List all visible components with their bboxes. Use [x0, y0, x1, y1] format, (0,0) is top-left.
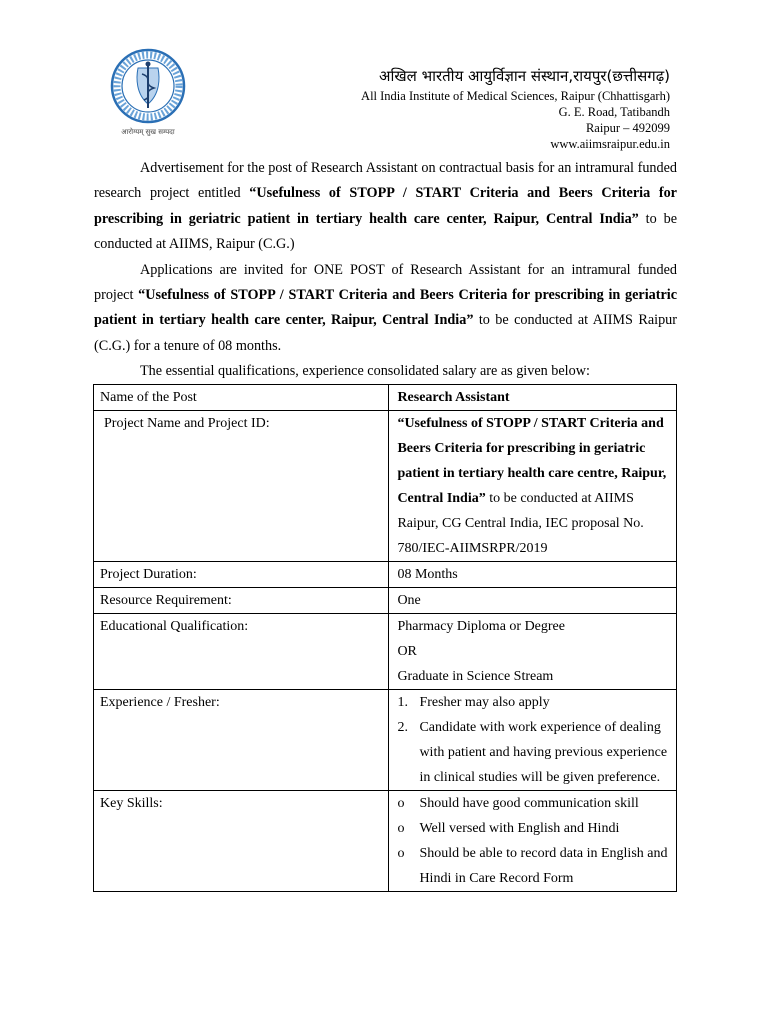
- resource-label: Resource Requirement:: [94, 588, 389, 614]
- resource-value: One: [389, 588, 677, 614]
- list-marker: o: [397, 796, 405, 811]
- education-label: Educational Qualification:: [94, 614, 389, 690]
- paragraph-3: The essential qualifications, experience consolidated salary are as given below:: [140, 363, 590, 380]
- project-value: [389, 411, 677, 562]
- education-line-3: Graduate in Science Stream: [397, 669, 554, 684]
- experience-value: [389, 690, 677, 791]
- institute-hindi-title: अखिल भारतीय आयुर्विज्ञान संस्थान,रायपुर(छत्तीसगढ़): [379, 67, 670, 85]
- list-item: [397, 816, 670, 841]
- p2-text-a: Applications are invited for ONE POST of Research Assistant for an intramural funded project: [94, 261, 677, 304]
- duration-value: 08 Months: [389, 562, 677, 588]
- project-title: “Usefulness of STOPP / START Criteria and Beers Criteria for prescribing in geriatric patient in tertiary health care centre, Raipur, Central India”: [397, 416, 667, 506]
- project-label: Project Name and Project ID:: [94, 411, 389, 562]
- post-value-text: Research Assistant: [397, 390, 510, 405]
- list-item: [397, 690, 670, 715]
- paragraph-2: [94, 258, 677, 360]
- list-text: Should have good communication skill: [419, 796, 639, 811]
- post-label: Name of the Post: [94, 385, 389, 411]
- p2-text-b: to be conducted at AIIMS Raipur (C.G.) for a tenure of 08 months.: [94, 312, 677, 354]
- list-marker: 2.: [397, 720, 408, 735]
- list-marker: 1.: [397, 695, 408, 710]
- duration-label: Project Duration:: [94, 562, 389, 588]
- skills-value: [389, 791, 677, 892]
- table-row: [94, 385, 677, 411]
- education-line-2: OR: [397, 644, 417, 659]
- advertisement-body: [94, 156, 677, 385]
- list-text: Well versed with English and Hindi: [419, 821, 620, 836]
- list-item: [397, 841, 670, 891]
- education-value: [389, 614, 677, 690]
- post-value: [389, 385, 677, 411]
- table-row: [94, 411, 677, 562]
- p1-text-b: to be conducted at AIIMS, Raipur (C.G.): [94, 210, 677, 253]
- p1-project-title: “Usefulness of STOPP / START Criteria and Beers Criteria for prescribing in geriatric patient in tertiary health care center, Raipur, Central India”: [94, 185, 677, 227]
- list-text: Fresher may also apply: [419, 695, 550, 710]
- p1-text-a: Advertisement for the post of Research Assistant on contractual basis for an intramural funded research project entitled: [94, 160, 677, 202]
- table-row: [94, 562, 677, 588]
- table-row: [94, 791, 677, 892]
- logo-motto: आरोग्यम् सुख सम्पदा: [121, 128, 175, 136]
- list-marker: o: [397, 821, 405, 836]
- table-row: [94, 588, 677, 614]
- list-item: [397, 791, 670, 816]
- skills-label: Key Skills:: [94, 791, 389, 892]
- qualification-table: [93, 384, 677, 892]
- experience-label: Experience / Fresher:: [94, 690, 389, 791]
- institute-english-title: All India Institute of Medical Sciences, Raipur (Chhattisgarh): [361, 89, 670, 103]
- address-line-1: G. E. Road, Tatibandh: [558, 105, 670, 119]
- p2-project-title: “Usefulness of STOPP / START Criteria and Beers Criteria for prescribing in geriatric patient in tertiary health care center, Raipur, Central India”: [94, 287, 677, 329]
- table-row: [94, 614, 677, 690]
- letterhead: [361, 66, 670, 152]
- list-text: Should be able to record data in English and Hindi in Care Record Form: [419, 846, 668, 886]
- project-id-text: to be conducted at AIIMS Raipur, CG Central India, IEC proposal No. 780/IEC-AIIMSRPR/2019: [397, 491, 644, 556]
- education-line-1: Pharmacy Diploma or Degree: [397, 619, 565, 634]
- paragraph-1: [94, 156, 677, 258]
- list-marker: o: [397, 846, 405, 861]
- address-line-2: Raipur – 492099: [585, 121, 670, 135]
- list-item: [397, 715, 670, 790]
- table-row: [94, 690, 677, 791]
- website: www.aiimsraipur.edu.in: [550, 137, 670, 151]
- aiims-logo: [108, 48, 188, 138]
- list-text: Candidate with work experience of dealing with patient and having previous experience in clinical studies will be given preference.: [419, 720, 668, 785]
